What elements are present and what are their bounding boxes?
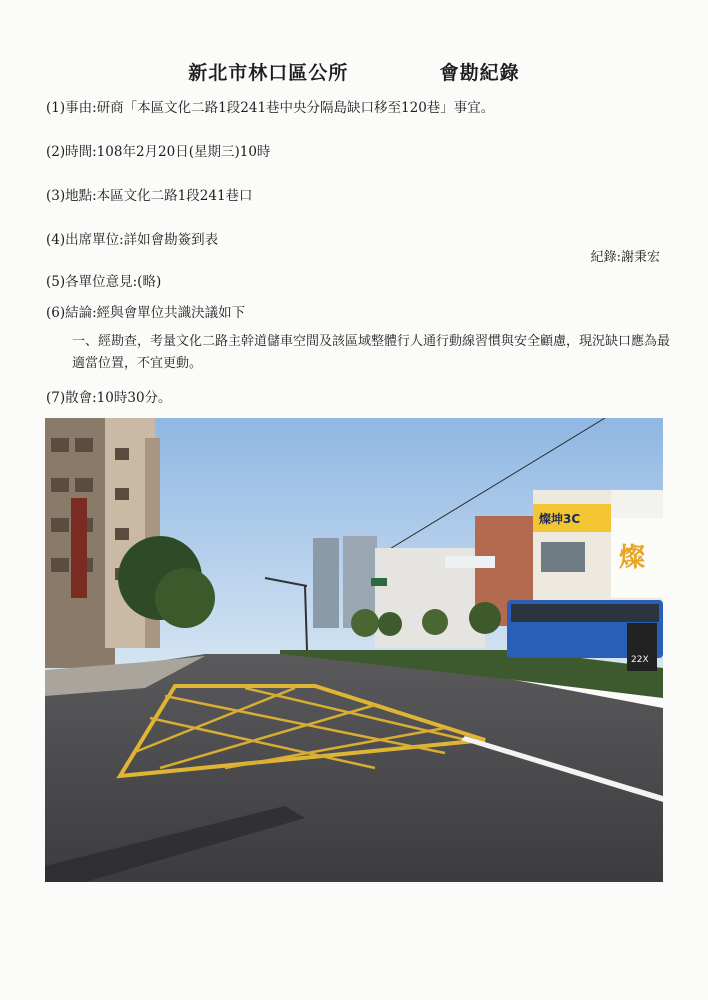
store-sign-text: 燦坤3C — [539, 512, 581, 526]
site-photo — [45, 418, 663, 882]
recorder-name: 紀錄:謝秉宏 — [590, 250, 660, 265]
item-attendees: (4)出席單位:詳如會勘簽到表 — [46, 232, 219, 248]
bus-number: 22X — [631, 655, 649, 665]
item-location: (3)地點:本區文化二路1段241巷口 — [46, 188, 253, 204]
resolution-item: 一、經勘查，考量文化二路主幹道儲車空間及該區域整體行人通行動線習慣與安全顧慮，現況缺口應為最適當位置，不宜更動。 — [72, 334, 671, 371]
item-subject: (1)事由:研商「本區文化二路1段241巷中央分隔島缺口移至120巷」事宜。 — [46, 100, 495, 116]
item-adjourn: (7)散會:10時30分。 — [46, 390, 172, 406]
document-title: 新北市林口區公所 會勘紀錄 — [188, 62, 520, 84]
tower — [313, 538, 339, 628]
item-time: (2)時間:108年2月20日(星期三)10時 — [46, 144, 271, 160]
store-sign-large: 燦 — [619, 543, 646, 573]
item-opinions: (5)各單位意見:(略) — [46, 274, 162, 290]
item-conclusion: (6)結論:經與會單位共識決議如下 — [46, 305, 246, 321]
